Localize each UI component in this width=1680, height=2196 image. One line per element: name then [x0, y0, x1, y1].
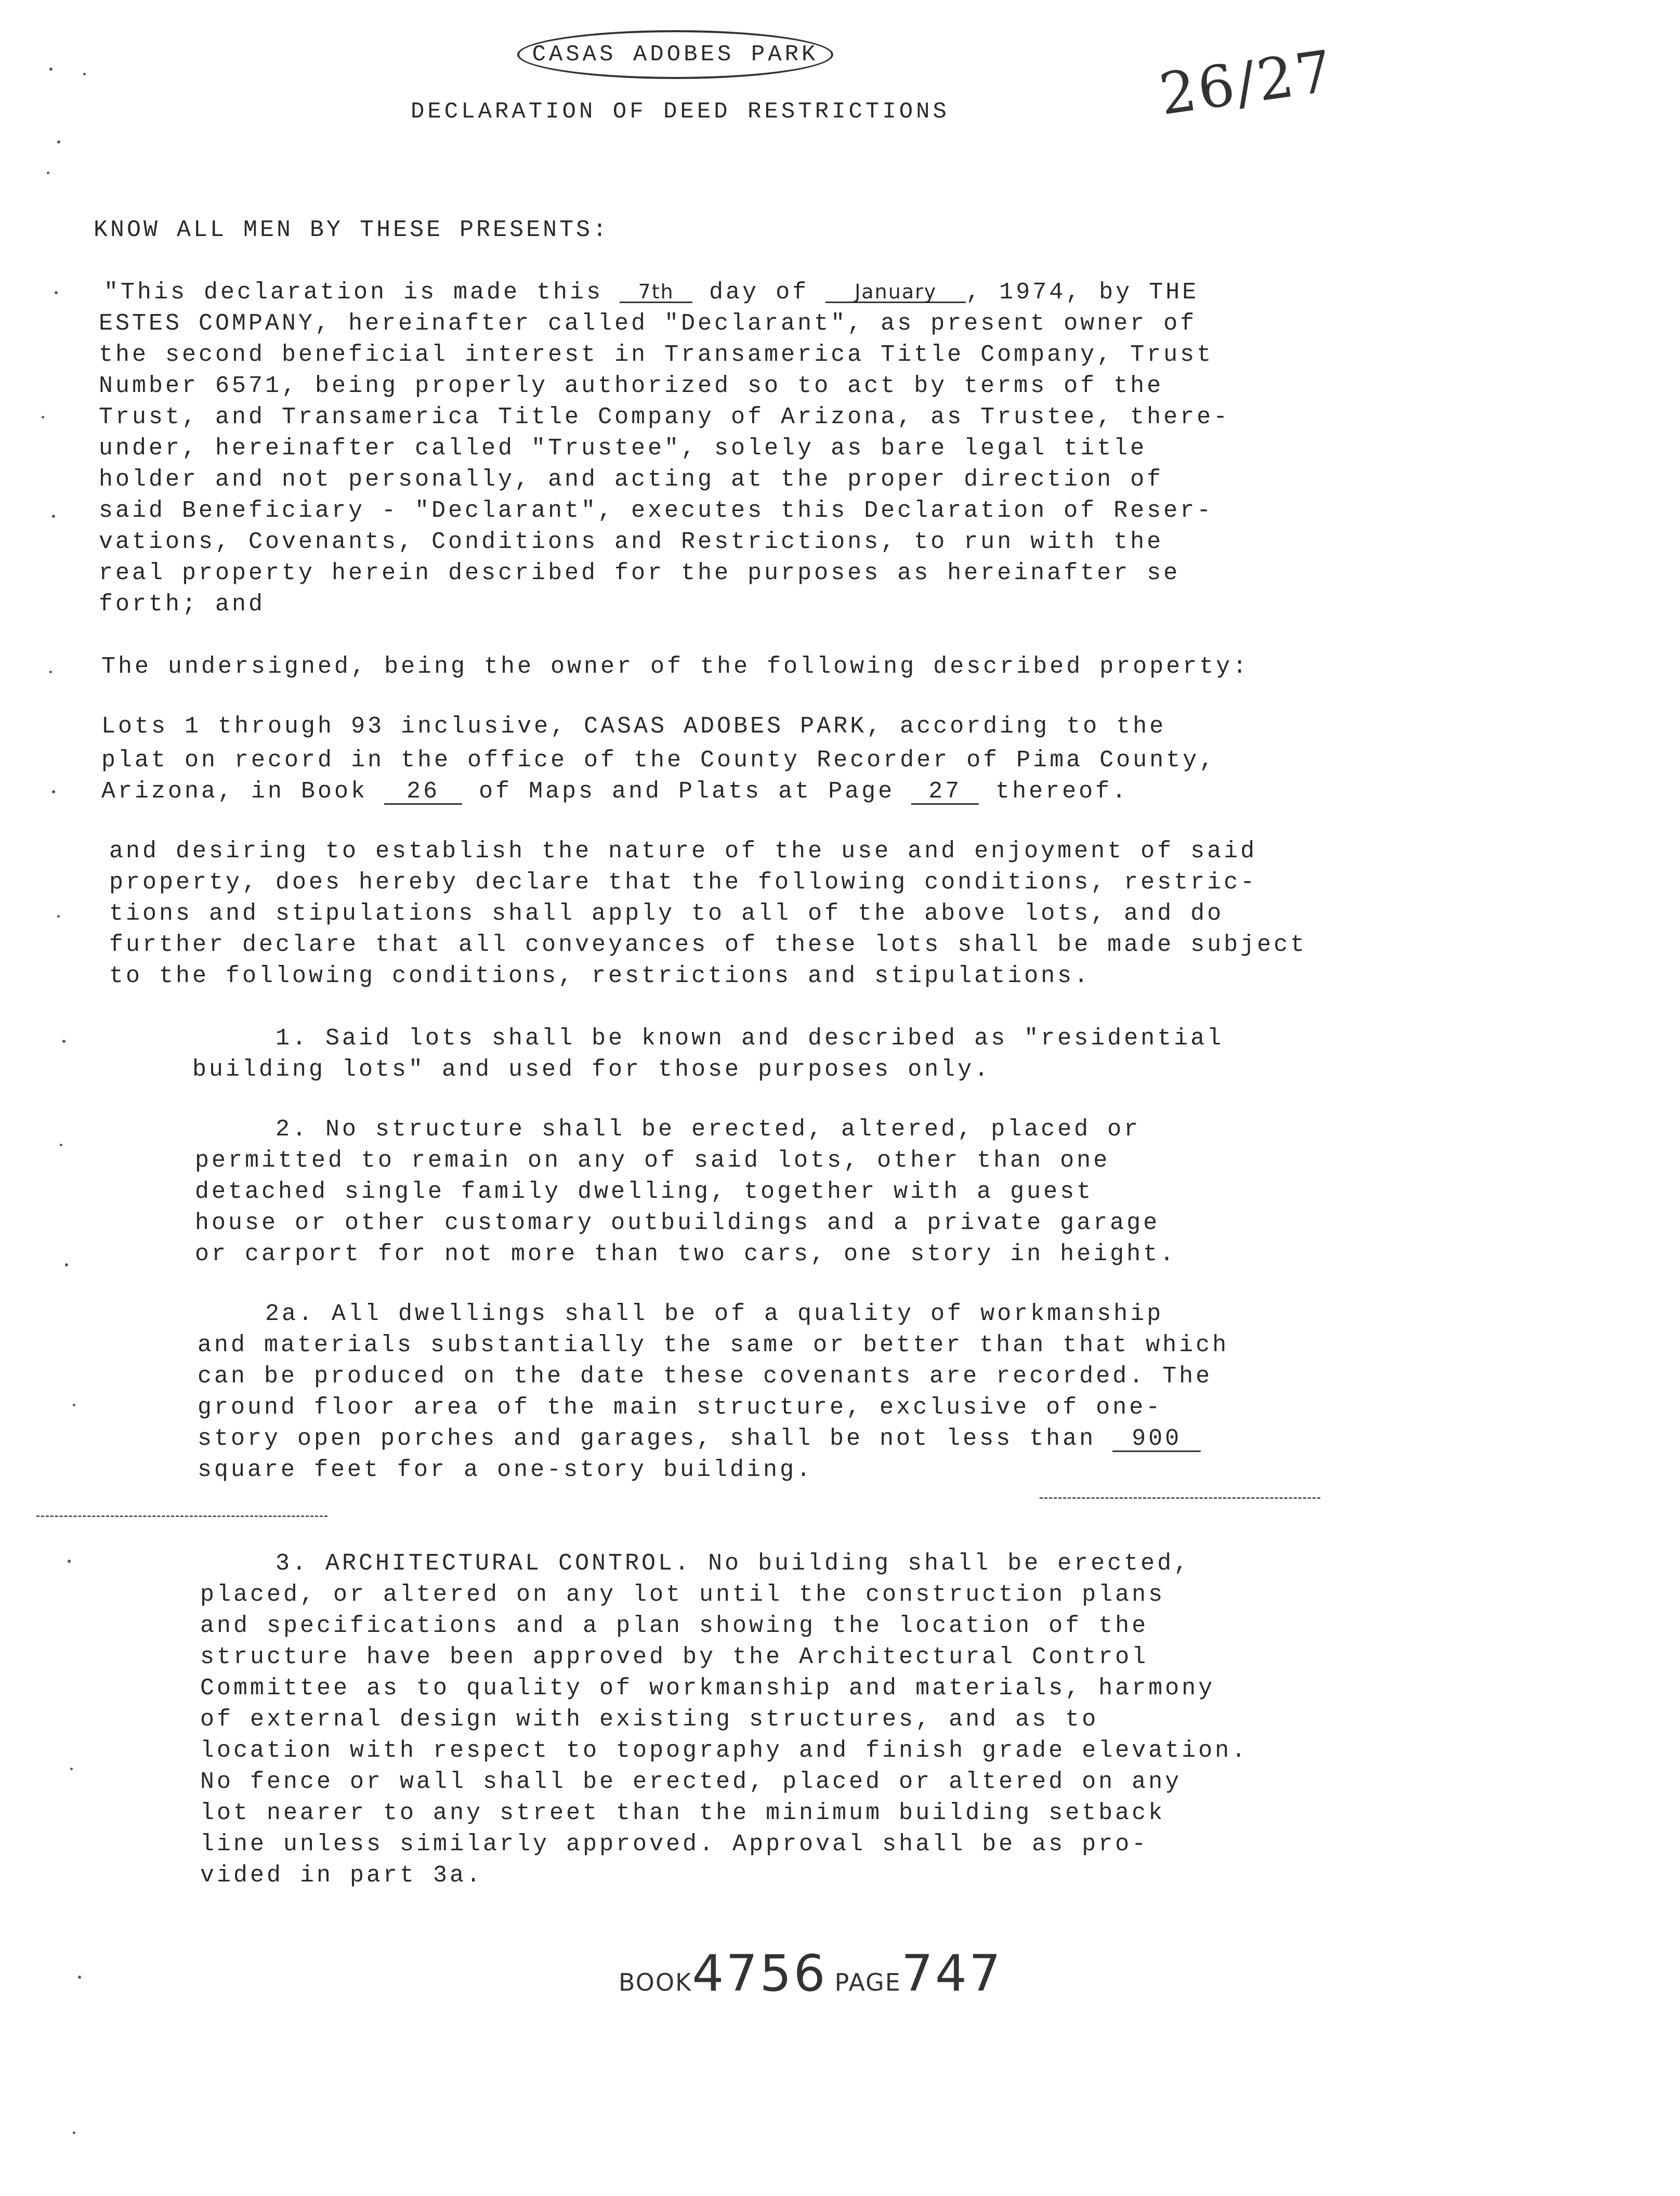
- paragraph-1-line: "This declaration is made this 7th day of January , 1974, by THE: [104, 279, 1199, 306]
- restriction-3-line: location with respect to topography and finish grade elevation.: [200, 1737, 1249, 1764]
- restriction-3-line: structure have been approved by the Architectural Control: [200, 1644, 1149, 1670]
- document-title: DECLARATION OF DEED RESTRICTIONS: [411, 99, 950, 125]
- paragraph-1-line: real property herein described for the purposes as hereinafter se: [99, 560, 1180, 586]
- paragraph-3-line: plat on record in the office of the County Recorder of Pima County,: [101, 747, 1216, 774]
- restriction-3-line: 3. ARCHITECTURAL CONTROL. No building shall be erected,: [275, 1550, 1191, 1577]
- paragraph-1-line: vations, Covenants, Conditions and Restrictions, to run with the: [99, 529, 1164, 555]
- book-number: 4756: [692, 1944, 828, 2003]
- fill-in-book: 26: [384, 780, 462, 805]
- paragraph-1-line: Number 6571, being properly authorized so to act by terms of the: [99, 373, 1164, 399]
- restriction-2-line: detached single family dwelling, together with a guest: [195, 1179, 1094, 1205]
- restriction-2a-line: 2a. All dwellings shall be of a quality of workmanship: [265, 1301, 1164, 1327]
- paragraph-1-line: Trust, and Transamerica Title Company of Arizona, as Trustee, there-: [99, 404, 1230, 430]
- paragraph-1-line: forth; and: [99, 591, 266, 618]
- paragraph-1-line: said Beneficiary - "Declarant", executes this Declaration of Reser-: [99, 498, 1214, 524]
- restriction-2-line: 2. No structure shall be erected, altered, placed or: [275, 1116, 1141, 1143]
- paragraph-1-line: holder and not personally, and acting at the proper direction of: [99, 466, 1164, 493]
- book-label: BOOK: [619, 1968, 692, 1996]
- restriction-3-line: No fence or wall shall be erected, placed or altered on any: [200, 1769, 1182, 1795]
- page-number: 747: [901, 1944, 1003, 2003]
- restriction-2a-line: and materials substantially the same or better than that which: [198, 1332, 1229, 1358]
- restriction-2-line: or carport for not more than two cars, one story in height.: [195, 1241, 1177, 1267]
- restriction-3-line: line unless similarly approved. Approval shall be as pro-: [200, 1831, 1149, 1858]
- paragraph-4-line: and desiring to establish the nature of the use and enjoyment of said: [109, 838, 1257, 865]
- restriction-1-line: 1. Said lots shall be known and described as "residential: [275, 1025, 1224, 1052]
- fill-in-month: January: [825, 282, 966, 303]
- paragraph-1-line: ESTES COMPANY, hereinafter called "Declarant", as present owner of: [99, 310, 1197, 337]
- restriction-2-line: permitted to remain on any of said lots, other than one: [195, 1147, 1110, 1174]
- divider-line: [36, 1515, 327, 1517]
- restriction-3-line: placed, or altered on any lot until the construction plans: [200, 1581, 1165, 1608]
- page-label: PAGE: [834, 1968, 901, 1996]
- restriction-1-line: building lots" and used for those purposes only.: [192, 1056, 991, 1083]
- paragraph-4-line: to the following conditions, restrictions and stipulations.: [109, 963, 1091, 989]
- paragraph-1-line: under, hereinafter called "Trustee", solely as bare legal title: [99, 435, 1147, 462]
- fill-in-day: 7th: [620, 282, 692, 303]
- restriction-3-line: Committee as to quality of workmanship and materials, harmony: [200, 1675, 1215, 1702]
- paragraph-4-line: further declare that all conveyances of these lots shall be made subject: [109, 932, 1307, 958]
- project-title: CASAS ADOBES PARK: [517, 30, 833, 79]
- paragraph-1-line: the second beneficial interest in Transamerica Title Company, Trust: [99, 342, 1214, 368]
- fill-in-page: 27: [911, 780, 979, 805]
- book-page-stamp: [619, 1944, 1010, 2003]
- restriction-3-line: lot nearer to any street than the minimum building setback: [200, 1800, 1165, 1826]
- restriction-2a-line: can be produced on the date these covenants are recorded. The: [198, 1363, 1213, 1390]
- handwritten-reference: 26/27: [1155, 37, 1338, 128]
- salutation: KNOW ALL MEN BY THESE PRESENTS:: [94, 217, 610, 243]
- restriction-3-line: vided in part 3a.: [200, 1862, 483, 1889]
- restriction-2-line: house or other customary outbuildings and a private garage: [195, 1210, 1160, 1236]
- restriction-3-line: of external design with existing structures, and as to: [200, 1706, 1099, 1733]
- paragraph-3-line: Lots 1 through 93 inclusive, CASAS ADOBES PARK, according to the: [101, 713, 1166, 740]
- restriction-2a-line: square feet for a one-story building.: [198, 1457, 813, 1483]
- paragraph-4-line: tions and stipulations shall apply to all of the above lots, and do: [109, 900, 1224, 927]
- fill-in-min-area: 900: [1112, 1427, 1201, 1452]
- restriction-2a-line: ground floor area of the main structure, exclusive of one-: [198, 1394, 1163, 1421]
- restriction-2a-line: story open porches and garages, shall be not less than 900: [198, 1427, 1201, 1452]
- paragraph-4-line: property, does hereby declare that the following conditions, restric-: [109, 869, 1257, 896]
- paragraph-3-line: Arizona, in Book 26 of Maps and Plats at Page 27 thereof.: [101, 778, 1129, 805]
- paragraph-2: The undersigned, being the owner of the following described property:: [101, 653, 1250, 680]
- restriction-3-line: and specifications and a plan showing the location of the: [200, 1613, 1149, 1639]
- divider-line: [1040, 1497, 1320, 1499]
